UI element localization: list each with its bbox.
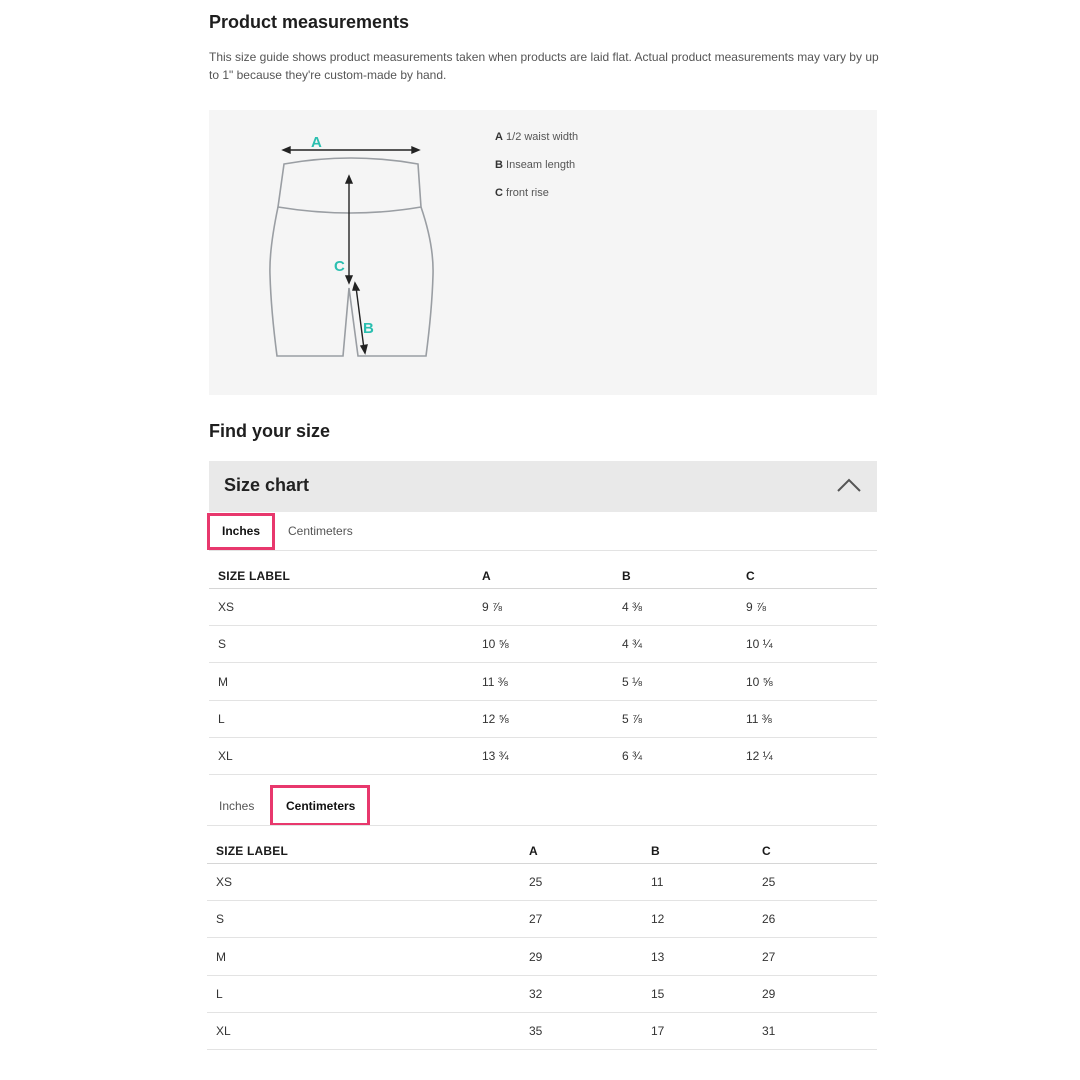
measurement-cell: 11 ⅜ (482, 674, 508, 689)
legend-item-b: B Inseam length (495, 159, 576, 171)
measurement-cell: 4 ⅜ (622, 600, 643, 614)
measurement-cell: 35 (529, 1024, 543, 1039)
tab-inches-2[interactable]: Inches (219, 799, 255, 813)
measurement-cell: 31 (762, 1024, 776, 1039)
measurements-description: This size guide shows product measurements taken when products are laid flat. Actual product measurements may vary by up to 1" because they're custom-made by hand. (209, 50, 879, 82)
measurement-cell: 27 (529, 912, 543, 927)
divider (209, 550, 877, 551)
column-header: A (482, 569, 491, 583)
measurements-title: Product measurements (209, 12, 410, 32)
measurement-cell: 4 ¾ (622, 637, 643, 652)
legend-item-c: C front rise (495, 187, 549, 199)
waist-arrow (283, 147, 419, 153)
row-divider (209, 737, 877, 738)
measurement-cell: 25 (529, 875, 543, 889)
measurement-cell: 13 (651, 949, 665, 964)
row-divider (207, 975, 877, 976)
header-divider (207, 863, 877, 864)
header-divider (209, 588, 877, 589)
row-divider (209, 625, 877, 626)
shorts-outline (270, 158, 433, 356)
row-divider (207, 1012, 877, 1013)
measurement-legend (495, 130, 578, 214)
rise-arrow (346, 176, 352, 283)
measurement-cell: 10 ⅝ (746, 674, 773, 689)
size-label-cell: M (218, 674, 228, 689)
measurement-cell: 17 (651, 1024, 665, 1039)
column-header: C (762, 844, 771, 858)
row-divider (207, 937, 877, 938)
measurement-cell: 12 (651, 912, 665, 927)
measurement-cell: 26 (762, 912, 776, 927)
diagram-label-b: B (363, 320, 374, 337)
inseam-arrow (353, 283, 367, 353)
row-divider (207, 900, 877, 901)
size-label-cell: XL (218, 749, 233, 764)
chevron-up-icon[interactable] (836, 477, 862, 493)
diagram-label-a: A (311, 134, 322, 151)
measurement-diagram-panel (209, 110, 877, 395)
size-label-cell: XS (218, 600, 235, 614)
tab-centimeters-2[interactable]: Centimeters (286, 799, 356, 813)
find-size-title: Find your size (209, 421, 331, 441)
size-chart-accordion[interactable] (209, 461, 877, 512)
column-header: SIZE LABEL (218, 569, 291, 583)
shorts-diagram (249, 125, 479, 395)
divider (207, 825, 877, 826)
column-header: B (651, 844, 660, 858)
measurement-cell: 12 ⅝ (482, 711, 509, 726)
size-label-cell: XS (216, 875, 233, 889)
size-label-cell: XL (216, 1024, 231, 1039)
size-label-cell: S (216, 912, 225, 927)
measurement-cell: 10 ¼ (746, 637, 773, 652)
diagram-label-c: C (334, 258, 345, 275)
row-divider (209, 700, 877, 701)
measurement-cell: 12 ¼ (746, 749, 773, 764)
row-divider (209, 662, 877, 663)
measurement-cell: 29 (529, 949, 543, 964)
measurement-cell: 27 (762, 949, 776, 964)
measurement-cell: 15 (651, 986, 665, 1001)
measurement-cell: 32 (529, 986, 543, 1001)
measurement-cell: 11 (651, 875, 664, 889)
measurement-cell: 13 ¾ (482, 749, 509, 764)
column-header: C (746, 569, 755, 583)
measurement-cell: 9 ⅞ (746, 600, 767, 614)
measurement-cell: 11 ⅜ (746, 711, 772, 726)
measurement-cell: 5 ⅞ (622, 711, 643, 726)
legend-item-a: A 1/2 waist width (495, 131, 579, 143)
size-label-cell: M (216, 949, 226, 964)
size-label-cell: L (216, 986, 223, 1001)
tab-centimeters[interactable]: Centimeters (288, 524, 353, 538)
row-divider (209, 774, 877, 775)
row-divider (207, 1049, 877, 1050)
tab-inches[interactable]: Inches (222, 524, 261, 538)
measurement-cell: 29 (762, 986, 776, 1001)
size-label-cell: S (218, 637, 227, 652)
measurement-cell: 9 ⅞ (482, 600, 503, 614)
measurement-cell: 10 ⅝ (482, 637, 509, 652)
measurement-cell: 25 (762, 875, 776, 889)
column-header: A (529, 844, 538, 858)
column-header: SIZE LABEL (216, 844, 289, 858)
column-header: B (622, 569, 631, 583)
size-label-cell: L (218, 711, 225, 726)
size-chart-title: Size chart (224, 475, 310, 495)
measurement-cell: 5 ⅛ (622, 674, 643, 689)
measurement-cell: 6 ¾ (622, 749, 643, 764)
